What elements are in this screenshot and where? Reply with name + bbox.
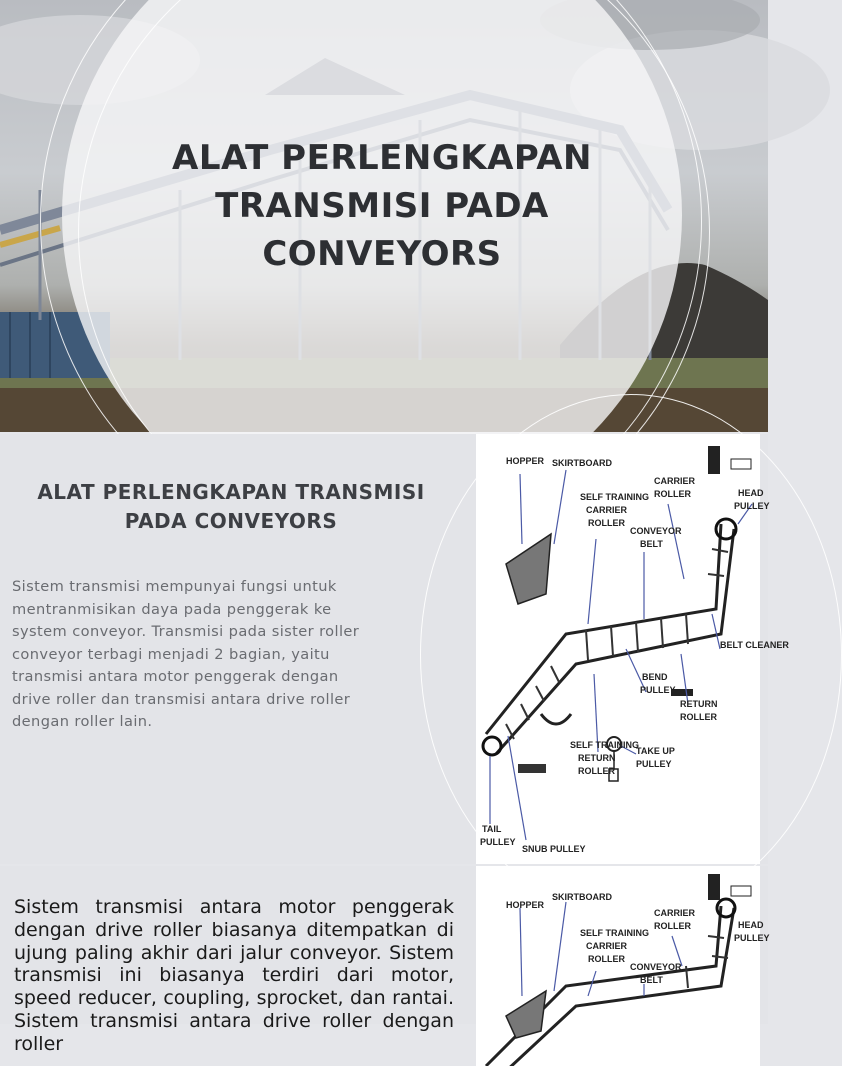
snub-pulley-label: SNUB PULLEY (522, 844, 586, 854)
self-training-carrier-label-2: SELF TRAINING CARRIER ROLLER (580, 928, 649, 964)
title-slide (0, 0, 768, 432)
carrier-roller-label: CARRIER ROLLER (654, 476, 696, 499)
self-training-carrier-label: SELF TRAINING CARRIER ROLLER (580, 492, 649, 528)
belt-cleaner-label: BELT CLEANER (720, 640, 789, 650)
bend-pulley-label: BEND PULLEY (640, 672, 676, 695)
self-training-return-label: SELF TRAINING RETURN ROLLER (570, 740, 639, 776)
return-roller-label: RETURN ROLLER (680, 699, 718, 722)
hopper-label: HOPPER (506, 456, 545, 466)
hopper-label-2: HOPPER (506, 900, 545, 910)
conveyor-belt-label: CONVEYOR BELT (630, 526, 682, 549)
content-slide-2 (0, 866, 770, 1055)
section-body: Sistem transmisi mempunyai fungsi untuk mentranmisikan daya pada penggerak ke system conveyor. Transmisi pada sister roller conveyor terbagi menjadi 2 bagian, yaitu transmisi antara motor penggerak dengan drive roller dan transmisi antara drive roller dengan roller lain. (12, 578, 360, 730)
section-title: ALAT PERLENGKAPAN TRANSMISI PADA CONVEYORS (37, 480, 425, 533)
section-body-2: Sistem transmisi antara motor penggerak dengan drive roller biasanya ditempatkan di ujung paling akhir dari jalur conveyor. Sistem transmisi ini biasanya terdiri dari motor, speed reducer, coupling, sprocket, dan rantai. Sistem transmisi antara drive roller dengan roller (14, 896, 454, 1055)
take-up-pulley-label: TAKE UP PULLEY (636, 746, 675, 769)
content-slide (0, 434, 789, 864)
head-pulley-label-2: HEAD PULLEY (734, 920, 770, 943)
skirtboard-label: SKIRTBOARD (552, 458, 612, 468)
conveyor-belt-label-2: CONVEYOR BELT (630, 962, 682, 985)
tail-pulley-label: TAIL PULLEY (480, 824, 516, 847)
carrier-roller-label-2: CARRIER ROLLER (654, 908, 696, 931)
belt-conveyor-diagram-2 (476, 866, 770, 1066)
belt-conveyor-diagram (476, 434, 789, 864)
skirtboard-label-2: SKIRTBOARD (552, 892, 612, 902)
head-pulley-label: HEAD PULLEY (734, 488, 770, 511)
slide-title: ALAT PERLENGKAPAN TRANSMISI PADA CONVEYORS (172, 138, 592, 274)
